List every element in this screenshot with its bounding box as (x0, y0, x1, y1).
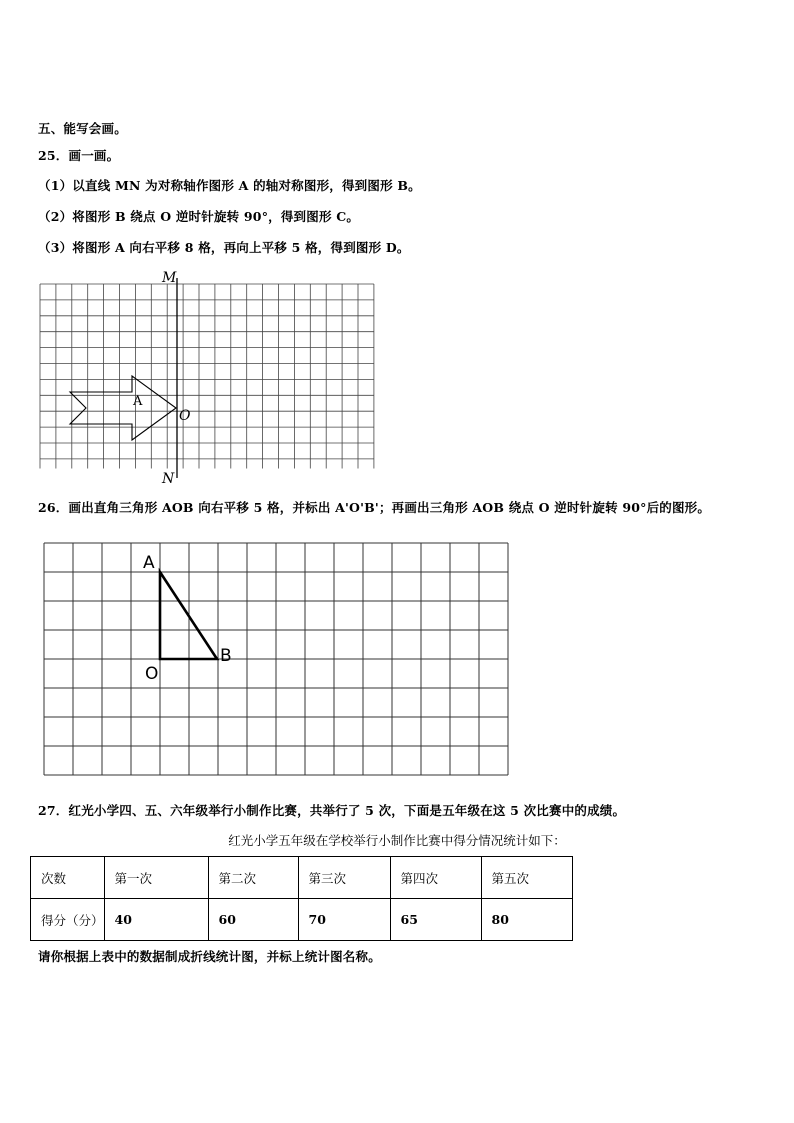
label-m: M (162, 270, 177, 286)
q25-item-1: （1）以直线 MN 为对称轴作图形 A 的轴对称图形，得到图形 B。 (38, 178, 421, 193)
q27-title: 27．红光小学四、五、六年级举行小制作比赛，共举行了 5 次，下面是五年级在这 5 次比赛中的成绩。 (38, 803, 626, 818)
label-o: O (145, 664, 159, 684)
table-cell: 80 (481, 899, 572, 941)
table-cell: 65 (390, 899, 481, 941)
table-cell: 40 (104, 899, 208, 941)
table-row (31, 857, 573, 899)
q25-item-2: （2）将图形 B 绕点 O 逆时针旋转 90°，得到图形 C。 (38, 209, 360, 224)
label-shape-a: A (133, 394, 143, 409)
label-n: N (162, 471, 175, 487)
table-cell: 得分（分） (31, 899, 105, 941)
table-cell: 次数 (31, 857, 105, 899)
table-cell: 第二次 (208, 857, 298, 899)
section-title: 五、能写会画。 (38, 121, 127, 136)
table-caption: 红光小学五年级在学校举行小制作比赛中得分情况统计如下： (228, 833, 566, 848)
q26-title: 26．画出直角三角形 AOB 向右平移 5 格，并标出 A'O'B'；再画出三角形 AOB 绕点 O 逆时针旋转 90°后的图形。 (38, 500, 711, 515)
label-o: O (179, 408, 191, 424)
table-row (31, 899, 573, 941)
table-cell: 第五次 (481, 857, 572, 899)
label-a: A (143, 553, 155, 573)
score-table (30, 856, 573, 941)
q27-instruction: 请你根据上表中的数据制成折线统计图，并标上统计图名称。 (38, 949, 381, 964)
table-cell: 第四次 (390, 857, 481, 899)
q25-title: 25．画一画。 (38, 148, 120, 163)
label-b: B (220, 646, 232, 666)
table-cell: 60 (208, 899, 298, 941)
table-cell: 第三次 (298, 857, 390, 899)
table-cell: 第一次 (104, 857, 208, 899)
table-cell: 70 (298, 899, 390, 941)
q25-item-3: （3）将图形 A 向右平移 8 格，再向上平移 5 格，得到图形 D。 (38, 240, 410, 255)
